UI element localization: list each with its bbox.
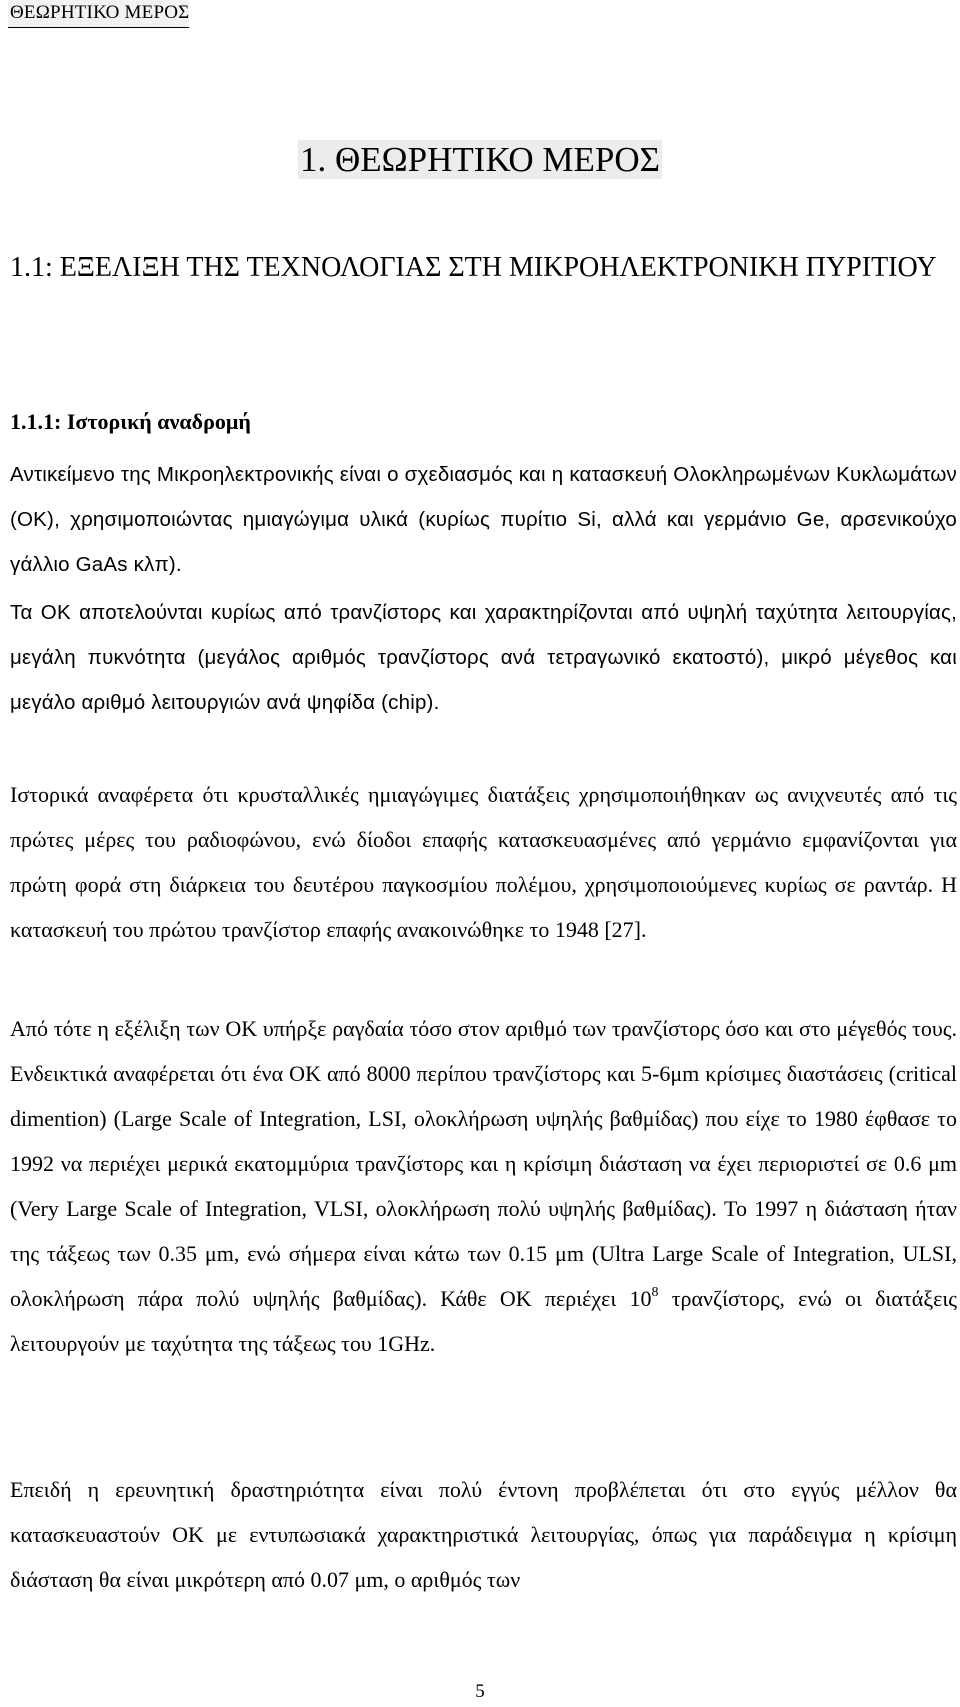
paragraph-3-text: Ιστορικά αναφέρετα ότι κρυσταλλικές ημιαγώγιμες διατάξεις χρησιμοποιήθηκαν ως ανιχνευτές από τις πρώτες μέρες του ραδιοφώνου, ενώ δίοδοι επαφής κατασκευασμένες από γερμάνιο εμφανίζονται για πρώτη φορά στη διάρκεια του δευτέρου παγκοσμίου πολέμου, χρησιμοποιούμενες κυρίως σε ραντάρ. Η κατασκευή του πρώτου τρανζίστορ επαφής ανακοινώθηκε το 1948 [27]. <box>10 782 957 942</box>
section-title: 1.1: ΕΞΕΛΙΞΗ ΤΗΣ ΤΕΧΝΟΛΟΓΙΑΣ ΣΤΗ ΜΙΚΡΟΗΛΕΚΤΡΟΝΙΚΗ ΠΥΡΙΤΙΟΥ <box>10 252 937 283</box>
chapter-title-text: 1. ΘΕΩΡΗΤΙΚΟ ΜΕΡΟΣ <box>300 140 660 179</box>
page-number: 5 <box>475 1681 485 1702</box>
subsection-title: 1.1.1: Ιστορική αναδρομή <box>10 409 251 434</box>
paragraph-4 <box>10 1006 957 1366</box>
chapter-title <box>0 137 960 183</box>
paragraph-4-part-1: Από τότε η εξέλιξη των ΟΚ υπήρξε ραγδαία τόσο στον αριθμό των τρανζίστορς όσο και στο μέγεθός τους. Ενδεικτικά αναφέρεται ότι ένα ΟΚ από 8000 περίπου τρανζίστορς και 5-6μm κρίσιμες διαστάσεις (critical dimention) (Large Scale of Integration, LSI, ολοκλήρωση υψηλής βαθμίδας) που είχε το 1980 έφθασε το 1992 να περιέχει μερικά εκατομμύρια τρανζίστορς και η κρίσιμη διάσταση να έχει περιοριστεί σε 0.6 μm (Very Large Scale of Integration, VLSI, ολοκλήρωση πολύ υψηλής βαθμίδας). Το 1997 η διάσταση ήταν της τάξεως των 0.35 μm, ενώ σήμερα είναι κάτω των 0.15 μm (Ultra Large Scale of Integration, ULSI, ολοκλήρωση πάρα πολύ υψηλής βαθμίδας). Κάθε ΟΚ περιέχει 10 <box>10 1016 957 1311</box>
running-header: ΘΕΩΡΗΤΙΚΟ ΜΕΡΟΣ <box>8 0 189 28</box>
paragraph-2-text: Τα ΟΚ αποτελούνται κυρίως από τρανζίστορς και χαρακτηρίζονται από υψηλή ταχύτητα λειτουργίας, μεγάλη πυκνότητα (μεγάλος αριθμός τρανζίστορς ανά τετραγωνικό εκατοστό), μικρό μέγεθος και μεγάλο αριθμό λειτουργιών ανά ψηφίδα (chip). <box>10 601 957 714</box>
paragraph-1-text: Αντικείμενο της Μικροηλεκτρονικής είναι ο σχεδιασμός και η κατασκευή Ολοκληρωμένων Κυκλωμάτων (ΟΚ), χρησιμοποιώντας ημιαγώγιμα υλικά (κυρίως πυρίτιο Si, αλλά και γερμάνιο Ge, αρσενικούχο γάλλιο GaAs κλπ). <box>10 463 957 576</box>
paragraph-4-part-2: τρανζίστορς, ενώ οι διατάξεις λειτουργούν με ταχύτητα της τάξεως του 1GHz. <box>10 1286 958 1356</box>
paragraph-5-text: Επειδή η ερευνητική δραστηριότητα είναι πολύ έντονη προβλέπεται ότι στο εγγύς μέλλον θα κατασκευαστούν ΟΚ με εντυπωσιακά χαρακτηριστικά λειτουργίας, όπως για παράδειγμα η κρίσιμη διάσταση θα είναι μικρότερη από 0.07 μm, ο αριθμός των <box>10 1477 957 1592</box>
exponent-superscript: 8 <box>651 1285 659 1300</box>
paragraph-1 <box>10 452 957 587</box>
paragraph-3 <box>10 772 957 952</box>
paragraph-4-text <box>10 1006 957 1366</box>
paragraph-5 <box>10 1467 957 1602</box>
paragraph-2 <box>10 590 957 725</box>
